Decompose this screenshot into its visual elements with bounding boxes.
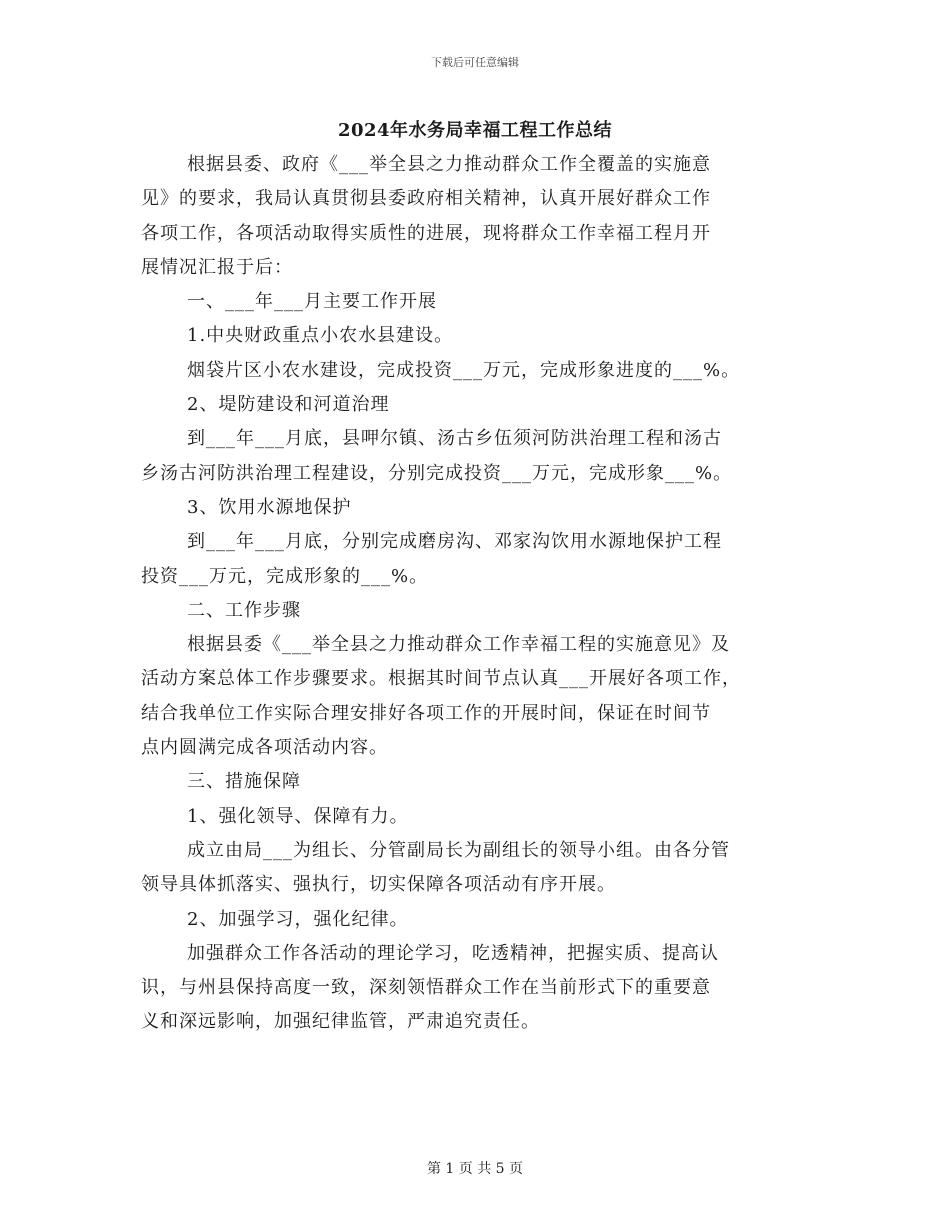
body-line: 2、堤防建设和河道治理 [187, 394, 390, 416]
body-line: 展情况汇报于后： [141, 256, 293, 278]
body-line: 识，与州县保持高度一致，深刻领悟群众工作在当前形式下的重要意 [141, 977, 711, 999]
body-line: 义和深远影响，加强纪律监管，严肃追究责任。 [141, 1011, 540, 1033]
body-line: 1.中央财政重点小农水县建设。 [187, 325, 454, 347]
body-line: 乡汤古河防洪治理工程建设，分别完成投资___万元，完成形象___%。 [141, 462, 733, 484]
body-line: 三、措施保障 [187, 771, 301, 793]
body-line: 一、___年___月主要工作开展 [187, 291, 437, 313]
body-line: 领导具体抓落实、强执行，切实保障各项活动有序开展。 [141, 874, 616, 896]
body-line: 点内圆满完成各项活动内容。 [141, 737, 388, 759]
page-footer: 第 1 页 共 5 页 [426, 1161, 524, 1177]
body-line: 到___年___月底，分别完成磨房沟、邓家沟饮用水源地保护工程 [187, 531, 722, 553]
document-body [141, 148, 821, 1040]
body-line: 成立由局___为组长、分管副局长为副组长的领导小组。由各分管 [187, 839, 730, 861]
body-line: 加强群众工作各活动的理论学习，吃透精神，把握实质、提高认 [187, 942, 719, 964]
body-line: 活动方案总体工作步骤要求。根据其时间节点认真___开展好各项工作， [141, 668, 741, 690]
body-line: 结合我单位工作实际合理安排好各项工作的开展时间，保证在时间节 [141, 702, 711, 724]
body-line: 根据县委、政府《___举全县之力推动群众工作全覆盖的实施意 [187, 154, 711, 175]
body-line: 烟袋片区小农水建设，完成投资___万元，完成形象进度的___%。 [187, 359, 741, 381]
body-line: 见》的要求，我局认真贯彻县委政府相关精神，认真开展好群众工作 [141, 188, 711, 210]
body-line: 到___年___月底，县呷尔镇、汤古乡伍须河防洪治理工程和汤古 [187, 428, 722, 450]
document-title: 2024年水务局幸福工程工作总结 [337, 120, 613, 141]
body-line: 1、强化领导、保障有力。 [187, 805, 409, 827]
body-line: 投资___万元，完成形象的___%。 [141, 565, 429, 587]
body-line: 各项工作，各项活动取得实质性的进展，现将群众工作幸福工程月开 [141, 222, 711, 244]
header-note: 下载后可任意编辑 [431, 56, 519, 69]
body-line: 2、加强学习，强化纪律。 [187, 908, 409, 930]
body-line: 3、饮用水源地保护 [187, 496, 352, 518]
body-line: 根据县委《___举全县之力推动群众工作幸福工程的实施意见》及 [187, 634, 730, 656]
body-line: 二、工作步骤 [187, 599, 301, 621]
